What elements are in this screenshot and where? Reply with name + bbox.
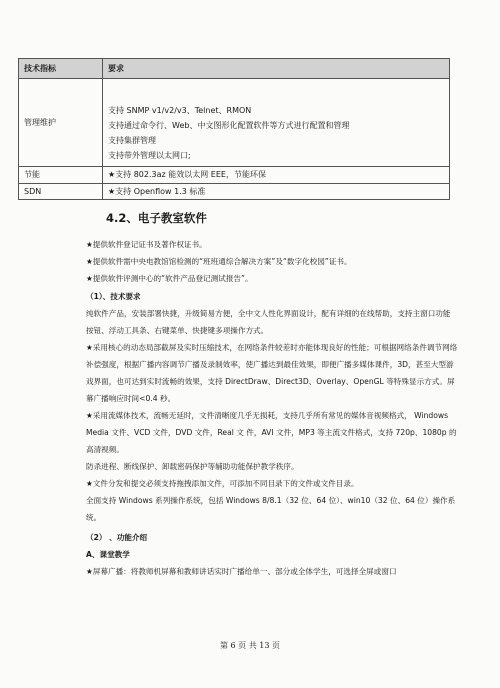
paragraph: ★采用流媒体技术，流畅无延时，文件清晰度几乎无损耗，支持几乎所有常见的媒体音视频格式， Windows Media 文件、VCD 文件，DVD 文件，Real 文 件，AVI 文件，MP3 等主流文件格式，支持 720p、1080p 的高清视频。	[86, 411, 457, 454]
intro-line: ★提供软件需中央电教馆馆检测的“班班通综合解决方案”及“数字化校园”证书。	[86, 257, 352, 266]
row-line: 支持带外管理以太网口;	[108, 151, 191, 160]
table-row	[19, 167, 450, 184]
func-heading: （2） 、功能介绍	[86, 533, 148, 542]
tech-heading: （1）、技术要求	[86, 292, 141, 301]
document-body	[86, 236, 458, 580]
row-label: SDN	[19, 183, 103, 200]
paragraph: 纯软件产品，安装部署快捷，升级简易方便，全中文人性化界面设计，配有详细的在线帮助，支持主窗口功能按钮、浮动工具条、右键菜单、快捷键多项操作方式。	[86, 309, 451, 335]
paragraph: ★屏幕广播：将教师机屏幕和教师讲话实时广播给单一、部分或全体学生，可选择全屏或窗口	[86, 567, 397, 576]
row-label: 管理维护	[19, 79, 103, 167]
table-header-row	[19, 59, 450, 79]
paragraph: ★采用核心的动态局部截屏及实时压缩技术，在网络条件较差时亦能体现良好的性能；可根据网络条件调节网络补偿强度，根据广播内容调节广播及录制效率，使广播达到最佳效果，即便广播多媒体课件，3D，甚至大型游戏界面，也可达到实时流畅的效果，支持 DirectDraw、Direct3D、Overlay、OpenGL 等特殊显示方式。屏幕广播响应时间<0.4 秒。	[86, 343, 458, 403]
spec-table	[18, 58, 450, 200]
row-line: 支持 SNMP v1/v2/v3、Telnet、RMON	[108, 106, 252, 115]
intro-line: ★提供软件评测中心的“软件产品登记测试报告”。	[86, 274, 253, 283]
table-row	[19, 79, 450, 167]
intro-line: ★提供软件登记证书及著作权证书。	[86, 240, 207, 249]
func-subheading: A、课堂教学	[86, 550, 130, 559]
table-row	[19, 183, 450, 200]
paragraph: 防杀进程、断线保护、卸载密码保护等辅助功能保护教学秩序。	[86, 462, 299, 471]
row-value: ★支持 802.3az 能效以太网 EEE，节能环保	[103, 167, 450, 184]
row-label: 节能	[19, 167, 103, 184]
row-line: 支持通过命令行、Web、中文图形化配置软件等方式进行配置和管理	[108, 121, 350, 130]
paragraph: 全面支持 Windows 系列操作系统，包括 Windows 8/8.1（32 位、64 位）、win10（32 位、64 位）操作系统。	[86, 496, 456, 522]
page-footer: 第 6 页 共 13 页	[220, 641, 280, 650]
row-value: ★支持 Openflow 1.3 标准	[103, 183, 450, 200]
paragraph: ★文件分发和提交必须支持拖拽添加文件，可添加不同目录下的文件或文件目录。	[86, 479, 359, 488]
row-value	[103, 79, 450, 167]
row-line: 支持集群管理	[108, 136, 156, 145]
table-header-cell: 要求	[103, 59, 450, 79]
section-heading: 4.2、电子教室软件	[106, 211, 207, 225]
table-header-cell: 技术指标	[19, 59, 103, 79]
